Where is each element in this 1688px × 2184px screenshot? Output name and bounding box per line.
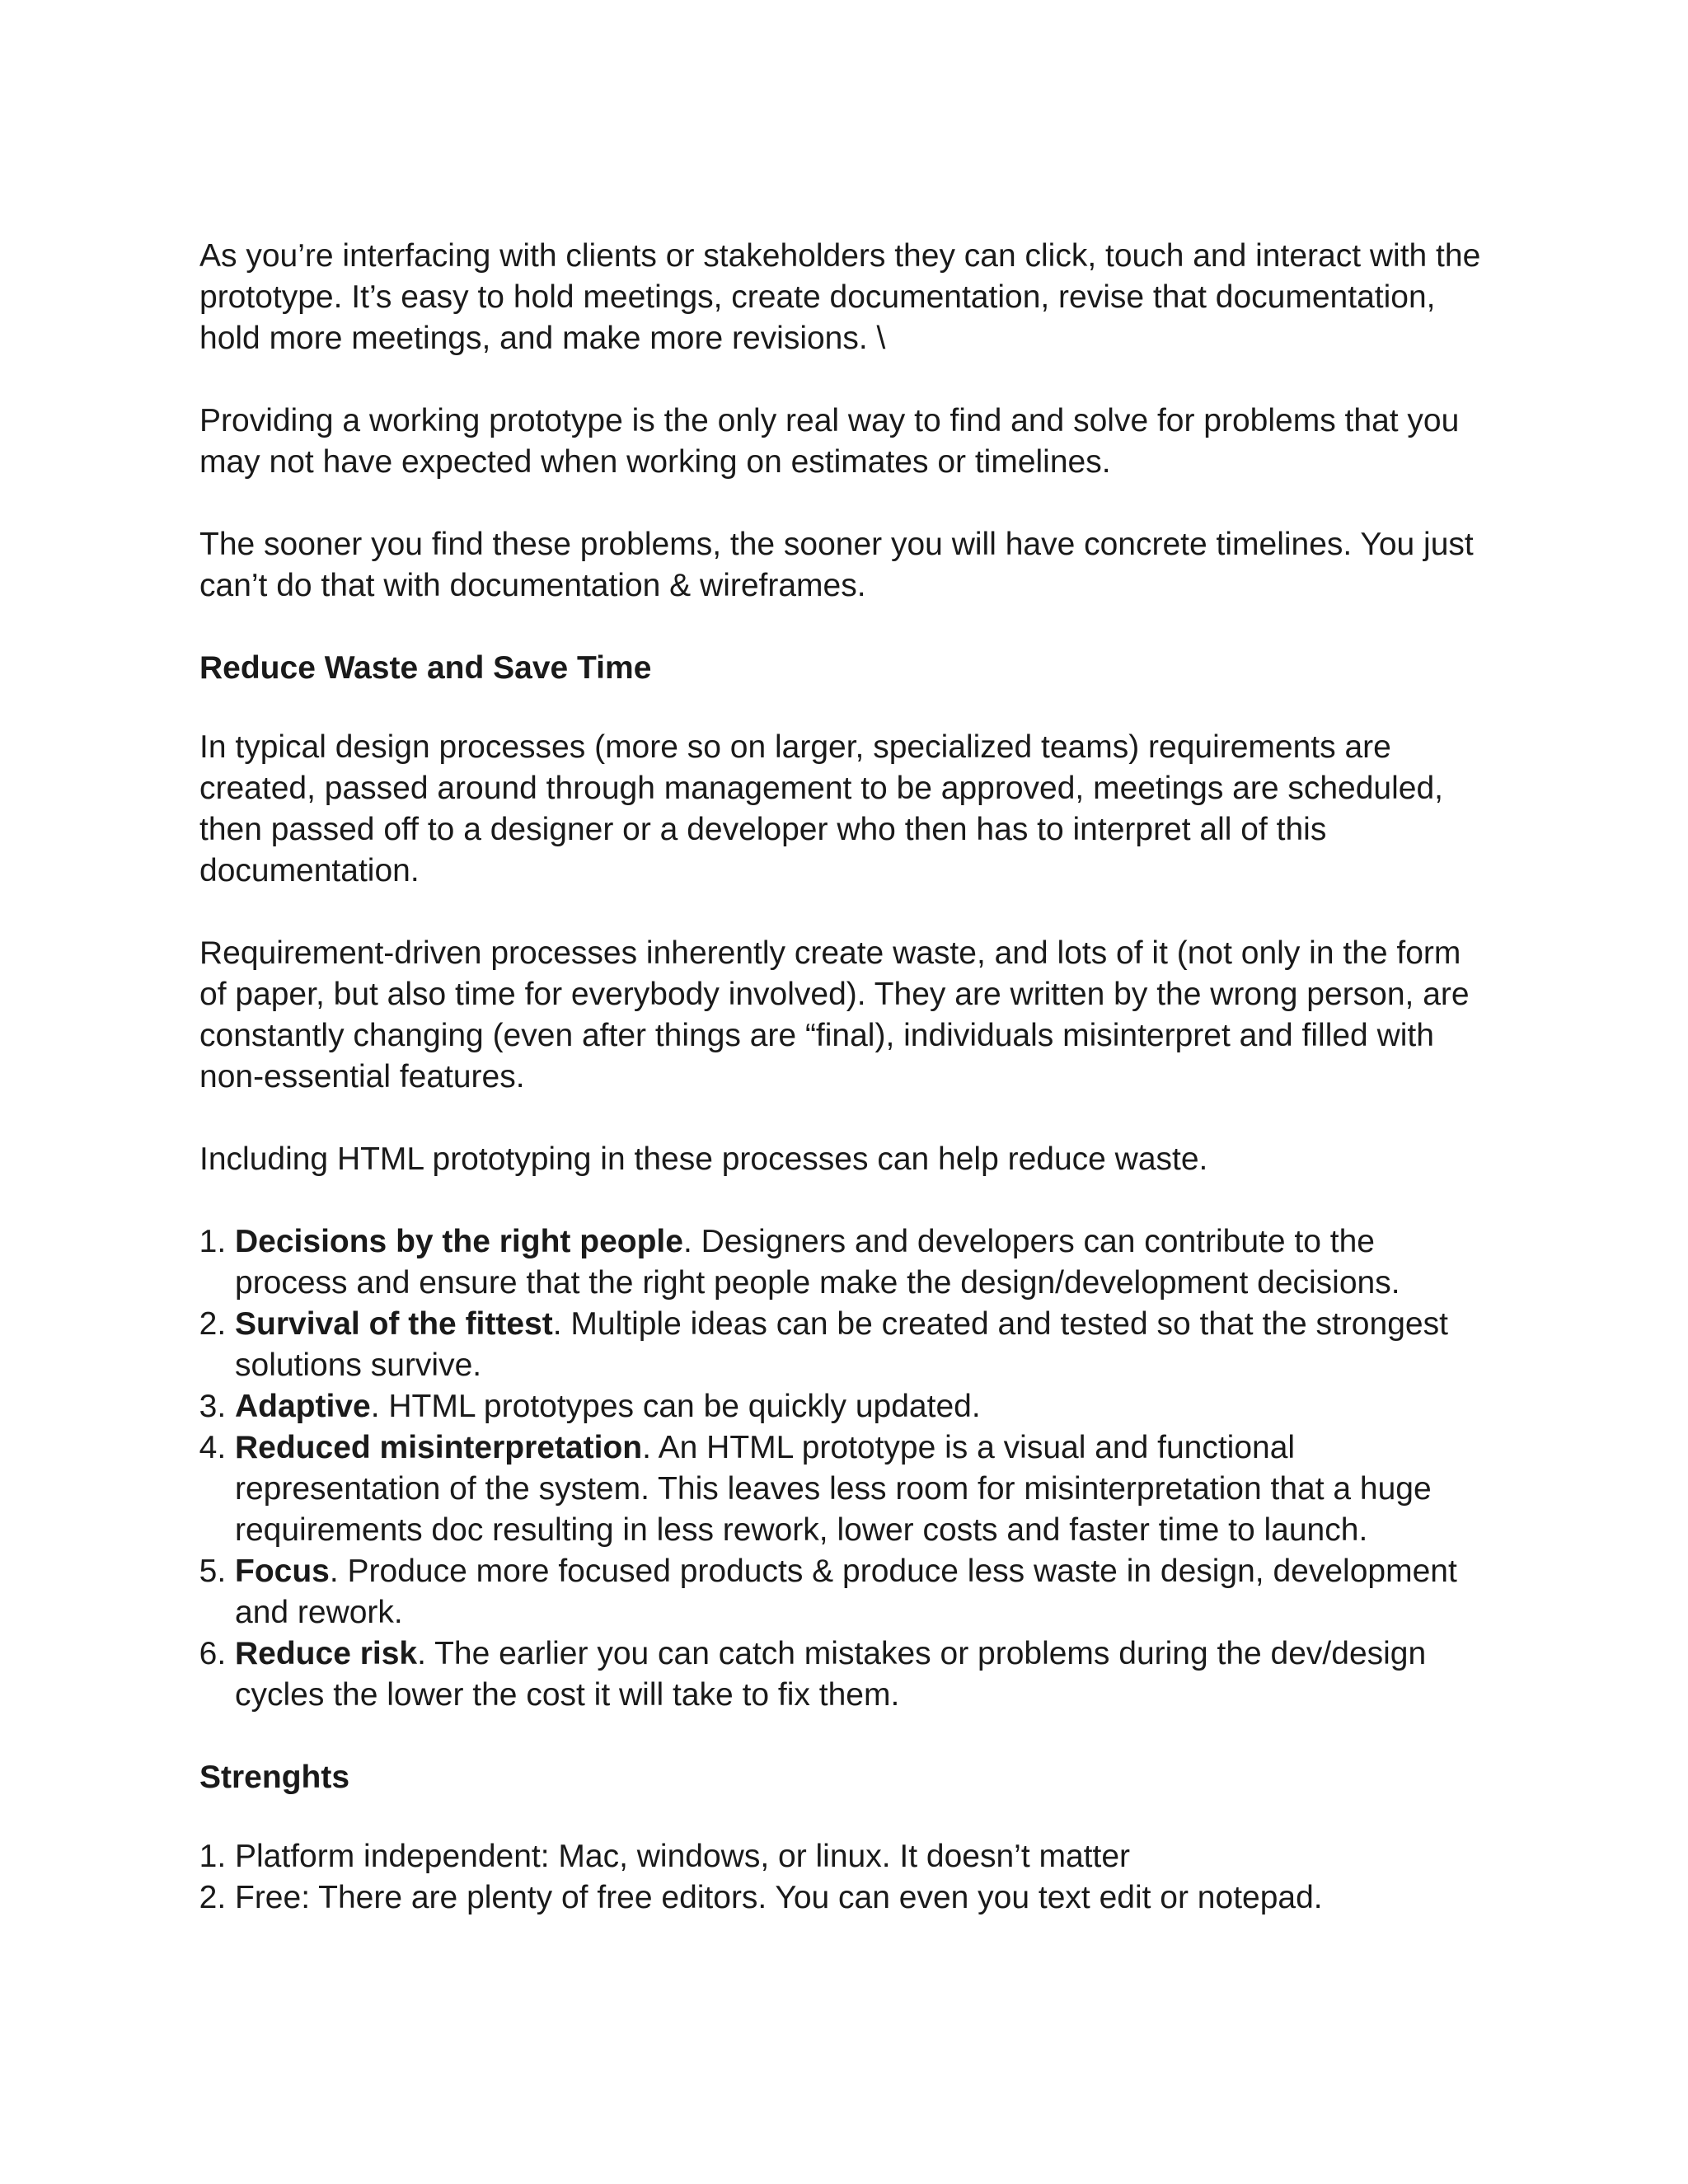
list-item-text: . An HTML prototype is a visual and functional representation of the system. This leaves less room for misinterpretation that a huge requirements doc resulting in less rework, lower costs and faster time to launch. [235,1430,1432,1548]
list-item-title: Adaptive [235,1389,371,1424]
section-heading-strengths: Strenghts [199,1760,350,1795]
list-item [235,1427,1493,1551]
intro-paragraph-1: As you’re interfacing with clients or stakeholders they can click, touch and interact with the prototype. It’s easy to hold meetings, create documentation, revise that documentation, hold more meetings, and make more revisions. \ [199,238,1481,356]
list-item-title: Reduce risk [235,1636,418,1671]
list-item: 2. Free: There are plenty of free editors. You can even you text edit or notepad. [235,1877,1493,1919]
list-item-title: Reduced misinterpretation [235,1430,643,1465]
intro-paragraph-2: Providing a working prototype is the only real way to find and solve for problems that you may not have expected when working on estimates or timelines. [199,403,1460,480]
intro-paragraph-3: The sooner you find these problems, the sooner you will have concrete timelines. You just can’t do that with documentation & wireframes. [199,527,1474,603]
list-item-text: . Multiple ideas can be created and tested so that the strongest solutions survive. [235,1306,1448,1383]
section-heading-reduce-waste: Reduce Waste and Save Time [199,650,652,686]
waste-paragraph-2: Requirement-driven processes inherently create waste, and lots of it (not only in the form of paper, but also time for everybody involved). They are written by the wrong person, are constantly changing (even after things are “final), individuals misinterpret and filled with non-essential features. [199,935,1470,1094]
document-page [199,236,1493,1960]
list-item-text: . Produce more focused products & produce less waste in design, development and rework. [235,1554,1457,1630]
list-item-title: Focus [235,1554,330,1589]
list-item: 1. Platform independent: Mac, windows, or linux. It doesn’t matter [235,1836,1493,1877]
waste-paragraph-1: In typical design processes (more so on larger, specialized teams) requirements are created, passed around through management to be approved, meetings are scheduled, then passed off to a designer or a developer who then has to interpret all of this documentation. [199,729,1444,888]
strengths-list [199,1836,1493,1919]
list-item-text: . HTML prototypes can be quickly updated. [370,1389,981,1424]
list-item [235,1221,1493,1304]
list-item [235,1633,1493,1716]
list-item-text: . The earlier you can catch mistakes or problems during the dev/design cycles the lower the cost it will take to fix them. [235,1636,1427,1713]
list-item-title: Survival of the fittest [235,1306,553,1342]
list-item-title: Decisions by the right people [235,1224,683,1259]
list-item [235,1304,1493,1386]
list-item [235,1386,1493,1427]
waste-paragraph-3: Including HTML prototyping in these processes can help reduce waste. [199,1141,1208,1177]
list-item [235,1551,1493,1633]
waste-benefits-list [199,1221,1493,1716]
list-item-text: . Designers and developers can contribute to the process and ensure that the right people make the design/development decisions. [235,1224,1400,1301]
